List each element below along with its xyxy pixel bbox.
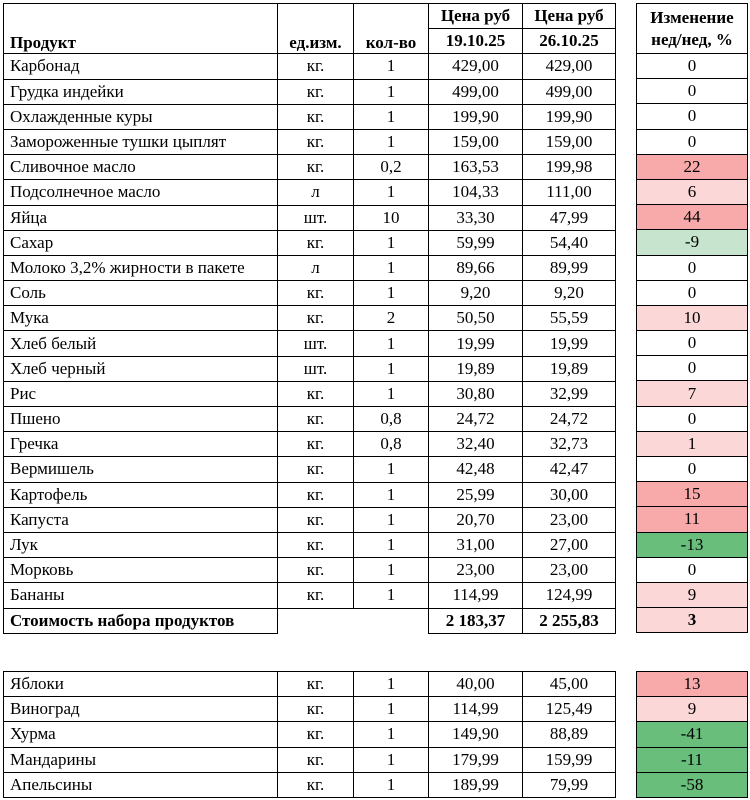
- price2-cell: 30,00: [523, 482, 616, 507]
- table-row: [4, 407, 616, 432]
- table-row: [4, 79, 616, 104]
- header-change-line2: нед/нед, %: [651, 29, 733, 49]
- change-row: [637, 381, 748, 406]
- price1-cell: 104,33: [429, 180, 523, 205]
- total-change: 3: [637, 608, 748, 633]
- change-cell: 0: [637, 129, 748, 154]
- change-table: [636, 3, 748, 633]
- price1-cell: 149,90: [429, 722, 523, 747]
- price2-cell: 111,00: [523, 180, 616, 205]
- change-row: [637, 331, 748, 356]
- price1-cell: 40,00: [429, 672, 523, 697]
- price2-cell: 79,99: [523, 772, 616, 797]
- change-cell: 0: [637, 280, 748, 305]
- qty-cell: 1: [354, 722, 429, 747]
- price1-cell: 59,99: [429, 230, 523, 255]
- price2-cell: 42,47: [523, 457, 616, 482]
- price1-cell: 19,89: [429, 356, 523, 381]
- header-price1-date: 19.10.25: [429, 29, 523, 54]
- change-row: [637, 305, 748, 330]
- qty-cell: 0,8: [354, 407, 429, 432]
- product-name: Сливочное масло: [4, 155, 278, 180]
- change-row: [637, 772, 748, 797]
- change-cell: -41: [637, 722, 748, 747]
- change-cell: -58: [637, 772, 748, 797]
- unit-cell: кг.: [278, 482, 354, 507]
- unit-cell: кг.: [278, 532, 354, 557]
- header-row-1: [4, 4, 616, 29]
- price1-cell: 30,80: [429, 381, 523, 406]
- table-row: [4, 54, 616, 79]
- product-name: Капуста: [4, 507, 278, 532]
- qty-cell: 1: [354, 747, 429, 772]
- product-name: Подсолнечное масло: [4, 180, 278, 205]
- price2-cell: 55,59: [523, 306, 616, 331]
- qty-cell: 1: [354, 331, 429, 356]
- price2-cell: 199,90: [523, 104, 616, 129]
- table-row: [4, 331, 616, 356]
- table-row: [4, 104, 616, 129]
- qty-cell: 0,2: [354, 155, 429, 180]
- change-cell: 10: [637, 305, 748, 330]
- qty-cell: 1: [354, 104, 429, 129]
- price2-cell: 199,98: [523, 155, 616, 180]
- change-cell: 0: [637, 557, 748, 582]
- change-cell: 7: [637, 381, 748, 406]
- change-cell: 0: [637, 79, 748, 104]
- table-row: [4, 532, 616, 557]
- change-cell: -13: [637, 532, 748, 557]
- unit-cell: кг.: [278, 432, 354, 457]
- qty-cell: 1: [354, 129, 429, 154]
- price2-cell: 159,99: [523, 747, 616, 772]
- change-row: [637, 255, 748, 280]
- change-row: [637, 54, 748, 79]
- change-cell: 6: [637, 179, 748, 204]
- header-unit: ед.изм.: [278, 4, 354, 54]
- table-row: [4, 230, 616, 255]
- qty-cell: 1: [354, 583, 429, 608]
- change-row: [637, 482, 748, 507]
- qty-cell: 1: [354, 180, 429, 205]
- change-cell: 0: [637, 406, 748, 431]
- price1-cell: 31,00: [429, 532, 523, 557]
- total-price2: 2 255,83: [523, 608, 616, 633]
- unit-cell: кг.: [278, 155, 354, 180]
- price1-cell: 429,00: [429, 54, 523, 79]
- qty-cell: 1: [354, 54, 429, 79]
- table-row: [4, 697, 616, 722]
- unit-cell: кг.: [278, 672, 354, 697]
- qty-cell: 1: [354, 532, 429, 557]
- price1-cell: 32,40: [429, 432, 523, 457]
- header-product: Продукт: [4, 4, 278, 54]
- change-cell: 9: [637, 697, 748, 722]
- change-row: [637, 557, 748, 582]
- price2-cell: 32,99: [523, 381, 616, 406]
- table-row: [4, 155, 616, 180]
- product-name: Яйца: [4, 205, 278, 230]
- unit-cell: кг.: [278, 507, 354, 532]
- fruit-price-table: [3, 671, 616, 798]
- qty-cell: 1: [354, 255, 429, 280]
- product-name: Хурма: [4, 722, 278, 747]
- table-row: [4, 281, 616, 306]
- price2-cell: 499,00: [523, 79, 616, 104]
- change-cell: 0: [637, 331, 748, 356]
- price1-cell: 89,66: [429, 255, 523, 280]
- qty-cell: 10: [354, 205, 429, 230]
- price2-cell: 27,00: [523, 532, 616, 557]
- qty-cell: 1: [354, 482, 429, 507]
- change-row: [637, 722, 748, 747]
- unit-cell: шт.: [278, 356, 354, 381]
- change-row: [637, 154, 748, 179]
- price1-cell: 199,90: [429, 104, 523, 129]
- price1-cell: 42,48: [429, 457, 523, 482]
- header-qty: кол-во: [354, 4, 429, 54]
- product-name: Молоко 3,2% жирности в пакете: [4, 255, 278, 280]
- qty-cell: 1: [354, 356, 429, 381]
- table-row: [4, 129, 616, 154]
- change-cell: 0: [637, 356, 748, 381]
- change-cell: 0: [637, 54, 748, 79]
- table-row: [4, 306, 616, 331]
- product-name: Замороженные тушки цыплят: [4, 129, 278, 154]
- product-name: Бананы: [4, 583, 278, 608]
- unit-cell: кг.: [278, 54, 354, 79]
- product-name: Виноград: [4, 697, 278, 722]
- change-row: [637, 230, 748, 255]
- table-row: [4, 558, 616, 583]
- header-price2-label: Цена руб: [523, 4, 616, 29]
- table-row: [4, 722, 616, 747]
- unit-cell: шт.: [278, 331, 354, 356]
- price2-cell: 124,99: [523, 583, 616, 608]
- product-name: Рис: [4, 381, 278, 406]
- unit-cell: л: [278, 255, 354, 280]
- price2-cell: 47,99: [523, 205, 616, 230]
- unit-cell: кг.: [278, 747, 354, 772]
- change-row: [637, 179, 748, 204]
- price2-cell: 45,00: [523, 672, 616, 697]
- change-row: [637, 79, 748, 104]
- unit-cell: кг.: [278, 697, 354, 722]
- change-cell: 1: [637, 431, 748, 456]
- price2-cell: 89,99: [523, 255, 616, 280]
- price1-cell: 499,00: [429, 79, 523, 104]
- product-name: Мука: [4, 306, 278, 331]
- change-cell: 11: [637, 507, 748, 532]
- price1-cell: 163,53: [429, 155, 523, 180]
- total-change-row: [637, 608, 748, 633]
- change-cell: 9: [637, 582, 748, 607]
- table-row: [4, 255, 616, 280]
- price1-cell: 9,20: [429, 281, 523, 306]
- header-change: [637, 4, 748, 54]
- change-row: [637, 406, 748, 431]
- total-empty-cell: [278, 608, 429, 633]
- change-cell: 13: [637, 672, 748, 697]
- change-cell: -11: [637, 747, 748, 772]
- table-row: [4, 507, 616, 532]
- price2-cell: 23,00: [523, 558, 616, 583]
- product-name: Вермишель: [4, 457, 278, 482]
- table-row: [4, 482, 616, 507]
- unit-cell: л: [278, 180, 354, 205]
- unit-cell: кг.: [278, 79, 354, 104]
- qty-cell: 1: [354, 558, 429, 583]
- unit-cell: кг.: [278, 457, 354, 482]
- product-name: Картофель: [4, 482, 278, 507]
- qty-cell: 1: [354, 507, 429, 532]
- price2-cell: 88,89: [523, 722, 616, 747]
- qty-cell: 1: [354, 230, 429, 255]
- change-row: [637, 104, 748, 129]
- price2-cell: 159,00: [523, 129, 616, 154]
- qty-cell: 1: [354, 457, 429, 482]
- qty-cell: 2: [354, 306, 429, 331]
- product-name: Апельсины: [4, 772, 278, 797]
- change-cell: 22: [637, 154, 748, 179]
- total-row: [4, 608, 616, 633]
- change-row: [637, 205, 748, 230]
- table-row: [4, 457, 616, 482]
- unit-cell: кг.: [278, 558, 354, 583]
- change-cell: 44: [637, 205, 748, 230]
- change-cell: 15: [637, 482, 748, 507]
- unit-cell: кг.: [278, 281, 354, 306]
- table-row: [4, 180, 616, 205]
- product-name: Морковь: [4, 558, 278, 583]
- change-row: [637, 672, 748, 697]
- price2-cell: 125,49: [523, 697, 616, 722]
- product-name: Охлажденные куры: [4, 104, 278, 129]
- table-row: [4, 747, 616, 772]
- product-name: Грудка индейки: [4, 79, 278, 104]
- table-row: [4, 205, 616, 230]
- qty-cell: 0,8: [354, 432, 429, 457]
- product-name: Яблоки: [4, 672, 278, 697]
- product-name: Карбонад: [4, 54, 278, 79]
- price2-cell: 32,73: [523, 432, 616, 457]
- unit-cell: кг.: [278, 104, 354, 129]
- price-table: [3, 3, 616, 634]
- price1-cell: 189,99: [429, 772, 523, 797]
- header-price2-date: 26.10.25: [523, 29, 616, 54]
- price1-cell: 50,50: [429, 306, 523, 331]
- price2-cell: 19,89: [523, 356, 616, 381]
- header-change-line1: Изменение: [650, 7, 734, 27]
- change-row: [637, 356, 748, 381]
- price1-cell: 20,70: [429, 507, 523, 532]
- price1-cell: 24,72: [429, 407, 523, 432]
- unit-cell: кг.: [278, 772, 354, 797]
- change-row: [637, 582, 748, 607]
- price1-cell: 159,00: [429, 129, 523, 154]
- change-row: [637, 507, 748, 532]
- change-row: [637, 747, 748, 772]
- qty-cell: 1: [354, 281, 429, 306]
- product-name: Лук: [4, 532, 278, 557]
- header-price1-label: Цена руб: [429, 4, 523, 29]
- price2-cell: 24,72: [523, 407, 616, 432]
- change-row: [637, 431, 748, 456]
- price2-cell: 54,40: [523, 230, 616, 255]
- change-header-row: [637, 4, 748, 54]
- price1-cell: 114,99: [429, 583, 523, 608]
- change-cell: -9: [637, 230, 748, 255]
- unit-cell: кг.: [278, 722, 354, 747]
- product-name: Пшено: [4, 407, 278, 432]
- change-row: [637, 697, 748, 722]
- unit-cell: кг.: [278, 129, 354, 154]
- table-row: [4, 672, 616, 697]
- change-row: [637, 532, 748, 557]
- change-cell: 0: [637, 255, 748, 280]
- total-price1: 2 183,37: [429, 608, 523, 633]
- price2-cell: 23,00: [523, 507, 616, 532]
- price1-cell: 114,99: [429, 697, 523, 722]
- price1-cell: 25,99: [429, 482, 523, 507]
- unit-cell: кг.: [278, 381, 354, 406]
- change-cell: 0: [637, 104, 748, 129]
- qty-cell: 1: [354, 697, 429, 722]
- table-row: [4, 772, 616, 797]
- price2-cell: 19,99: [523, 331, 616, 356]
- price2-cell: 429,00: [523, 54, 616, 79]
- qty-cell: 1: [354, 381, 429, 406]
- qty-cell: 1: [354, 672, 429, 697]
- unit-cell: кг.: [278, 583, 354, 608]
- unit-cell: шт.: [278, 205, 354, 230]
- change-row: [637, 457, 748, 482]
- unit-cell: кг.: [278, 230, 354, 255]
- product-name: Гречка: [4, 432, 278, 457]
- product-name: Соль: [4, 281, 278, 306]
- change-row: [637, 280, 748, 305]
- price2-cell: 9,20: [523, 281, 616, 306]
- price1-cell: 179,99: [429, 747, 523, 772]
- table-row: [4, 356, 616, 381]
- table-row: [4, 432, 616, 457]
- price1-cell: 23,00: [429, 558, 523, 583]
- table-row: [4, 381, 616, 406]
- product-name: Хлеб белый: [4, 331, 278, 356]
- fruit-change-table: [636, 671, 748, 798]
- product-name: Мандарины: [4, 747, 278, 772]
- product-name: Хлеб черный: [4, 356, 278, 381]
- price1-cell: 19,99: [429, 331, 523, 356]
- table-row: [4, 583, 616, 608]
- change-row: [637, 129, 748, 154]
- product-name: Сахар: [4, 230, 278, 255]
- change-cell: 0: [637, 457, 748, 482]
- qty-cell: 1: [354, 772, 429, 797]
- total-label: Стоимость набора продуктов: [4, 608, 278, 633]
- qty-cell: 1: [354, 79, 429, 104]
- price1-cell: 33,30: [429, 205, 523, 230]
- unit-cell: кг.: [278, 306, 354, 331]
- unit-cell: кг.: [278, 407, 354, 432]
